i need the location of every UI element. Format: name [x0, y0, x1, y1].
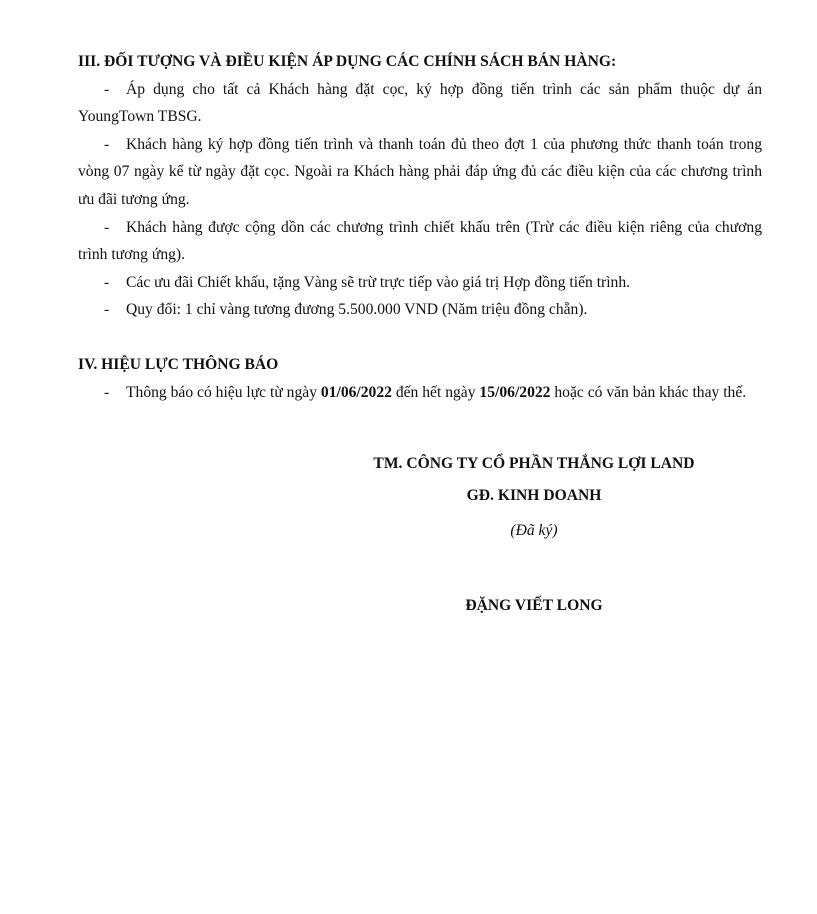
list-item: - Quy đổi: 1 chỉ vàng tương đương 5.500.000 VND (Năm triệu đồng chẵn).	[104, 301, 588, 319]
validity-item: - Thông báo có hiệu lực từ ngày 01/06/2022 đến hết ngày 15/06/2022 hoặc có văn bản khác thay thế.	[104, 383, 747, 401]
document-body	[78, 48, 762, 406]
section-3-heading: III. ĐỐI TƯỢNG VÀ ĐIỀU KIỆN ÁP DỤNG CÁC CHÍNH SÁCH BÁN HÀNG:	[78, 53, 617, 70]
section-4-heading: IV. HIỆU LỰC THÔNG BÁO	[78, 355, 279, 373]
end-date: 15/06/2022	[479, 383, 551, 401]
list-item: - Khách hàng được cộng dồn các chương trình chiết khấu trên (Trừ các điều kiện riêng của chương trình tương ứng).	[78, 218, 762, 264]
list-item: - Áp dụng cho tất cả Khách hàng đặt cọc, ký hợp đồng tiến trình các sản phẩm thuộc dự án YoungTown TBSG.	[78, 80, 762, 126]
list-item: - Các ưu đãi Chiết khấu, tặng Vàng sẽ trừ trực tiếp vào giá trị Hợp đồng tiến trình.	[104, 273, 631, 291]
signature-company: TM. CÔNG TY CỔ PHẦN THẮNG LỢI LAND	[373, 455, 695, 472]
signature-name: ĐẶNG VIẾT LONG	[465, 597, 603, 614]
signature-title: GĐ. KINH DOANH	[466, 487, 602, 504]
signature-signed: (Đã ký)	[510, 522, 558, 539]
list-item: - Khách hàng ký hợp đồng tiến trình và thanh toán đủ theo đợt 1 của phương thức thanh toán trong vòng 07 ngày kể từ ngày đặt cọc. Ngoài ra Khách hàng phải đáp ứng đủ các điều kiện của các chương trình ưu đãi tương ứng.	[78, 135, 762, 208]
start-date: 01/06/2022	[320, 383, 392, 401]
